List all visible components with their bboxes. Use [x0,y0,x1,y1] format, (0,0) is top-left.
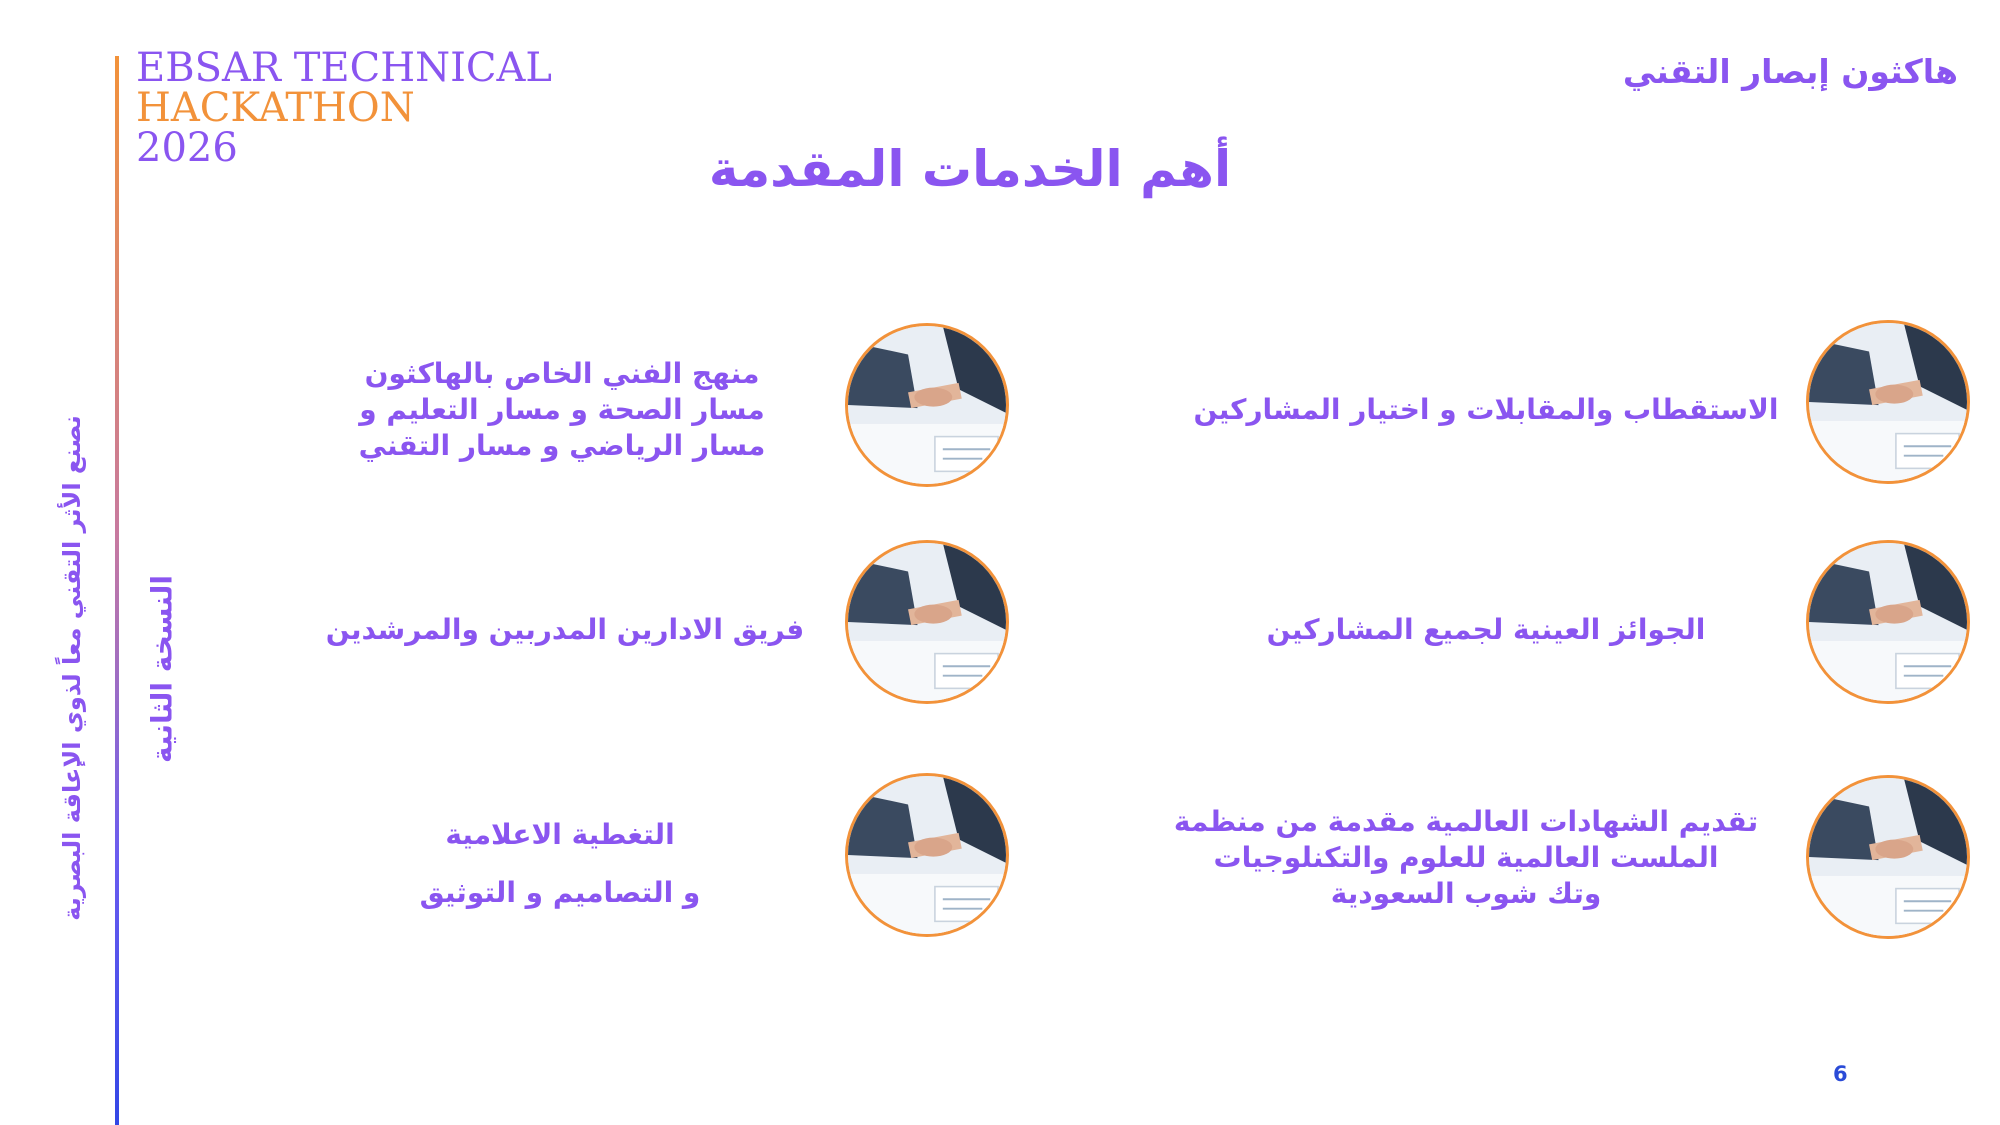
sidebar-edition: النسخة الثانية [145,575,179,763]
service-item [1236,612,1736,648]
handshake-photo-icon [845,540,1009,704]
handshake-photo-icon [1806,540,1970,704]
service-line: و التصاميم و التوثيق [419,876,701,909]
service-line: مسار الصحة و مسار التعليم و [359,393,765,426]
handshake-photo-icon [845,773,1009,937]
service-item [390,806,730,922]
service-line: تقديم الشهادات العالمية مقدمة من منظمة [1173,805,1759,838]
service-line: الملست العالمية للعلوم والتكنلوجيات [1213,841,1719,874]
page-number: 6 [1833,1062,1848,1086]
service-item [1186,392,1786,428]
sidebar-slogan: نصنع الأثر التقني معاً لذوي الإعاقة البصرية [58,415,86,921]
handshake-photo-icon [1806,320,1970,484]
service-line: الجوائز العينية لجميع المشاركين [1266,613,1706,646]
service-line: مسار الرياضي و مسار التقني [358,429,766,462]
brand-arabic-title: هاكثون إبصار التقني [1622,52,1958,91]
service-line: وتك شوب السعودية [1330,877,1602,910]
service-item [1146,804,1786,912]
handshake-photo-icon [845,323,1009,487]
service-line: التغطية الاعلامية [445,818,675,851]
brand-line-2: HACKATHON [136,85,415,131]
handshake-photo-icon [1806,775,1970,939]
service-item [320,612,810,648]
service-line: الاستقطاب والمقابلات و اختيار المشاركين [1193,393,1779,426]
service-line: منهج الفني الخاص بالهاكثون [364,357,760,390]
service-line: فريق الادارين المدربين والمرشدين [325,613,805,646]
service-item [352,356,772,464]
page-title: أهم الخدمات المقدمة [708,140,1232,198]
brand-line-1: EBSAR TECHNICAL [136,45,552,91]
divider-line [115,56,119,1125]
brand-english [136,45,552,171]
brand-year: 2026 [136,125,238,171]
